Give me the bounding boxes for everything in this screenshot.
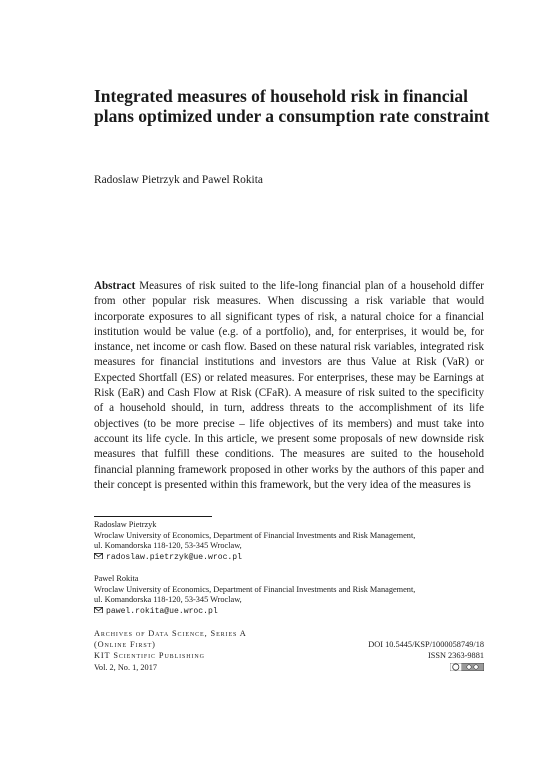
abstract-label: Abstract: [94, 280, 136, 292]
journal-doi[interactable]: DOI 10.5445/KSP/1000058749/18: [368, 640, 484, 650]
journal-issn: ISSN 2363-9881: [427, 651, 484, 661]
paper-title: Integrated measures of household risk in financial plans optimized under a consumption rate constraint: [94, 86, 490, 126]
cc-by-sa-badge-icon[interactable]: [450, 663, 484, 671]
affiliation-email-row: [94, 606, 484, 618]
affiliation-email[interactable]: radoslaw.pietrzyk@ue.wroc.pl: [106, 552, 242, 562]
envelope-icon: [94, 607, 103, 614]
author-list: Radoslaw Pietrzyk and Pawel Rokita: [94, 174, 263, 186]
journal-edition: (Online First): [94, 640, 156, 650]
footnote-rule: [94, 516, 212, 517]
affiliation-email[interactable]: pawel.rokita@ue.wroc.pl: [106, 606, 218, 616]
affiliation-1: [94, 520, 484, 563]
affiliation-author-name: Pawel Rokita: [94, 574, 139, 583]
abstract: [94, 279, 484, 493]
journal-volume: Vol. 2, No. 1, 2017: [94, 662, 157, 672]
affiliation-2: [94, 574, 484, 617]
affiliation-address: ul. Komandorska 118-120, 53-345 Wroclaw,: [94, 541, 242, 551]
journal-publisher: KIT Scientific Publishing: [94, 651, 205, 661]
abstract-text: Measures of risk suited to the life-long financial plan of a household differ from other popular risk measures. When discussing a risk variable that would incorporate exposures to all significant types of risk, a natural choice for a financial institution would be value (e.g. of a portfolio), and, for enterprises, it would be, for instance, net income or cash flow. Based on these natural risk variables, integrated risk measures for financial institutions and investors are thus Value at Risk (VaR) or Expected Shortfall (ES) or related measures. For enterprises, these may be Earnings at Risk (EaR) and Cash Flow at Risk (CFaR). A measure of risk suited to the specificity of a household should, in turn, address threats to the accomplishment of its life objectives (to be more precise – life objectives of its members) and must take into account its life cycle. In this article, we present some proposals of new downside risk measures that fulfill these conditions. The measures are suited to the household financial planning framework proposed in other works by the authors of this paper and their concept is presented within this framework, but the very idea of the measures is: [94, 280, 484, 491]
envelope-icon: [94, 553, 103, 560]
affiliation-email-row: [94, 552, 484, 564]
affiliation-address: ul. Komandorska 118-120, 53-345 Wroclaw,: [94, 595, 242, 605]
journal-info: [94, 628, 484, 673]
affiliation-institution: Wroclaw University of Economics, Department of Financial Investments and Risk Management,: [94, 584, 416, 594]
journal-name: Archives of Data Science, Series A: [94, 629, 247, 638]
affiliation-author-name: Radoslaw Pietrzyk: [94, 520, 157, 529]
affiliation-institution: Wroclaw University of Economics, Department of Financial Investments and Risk Management,: [94, 530, 416, 540]
